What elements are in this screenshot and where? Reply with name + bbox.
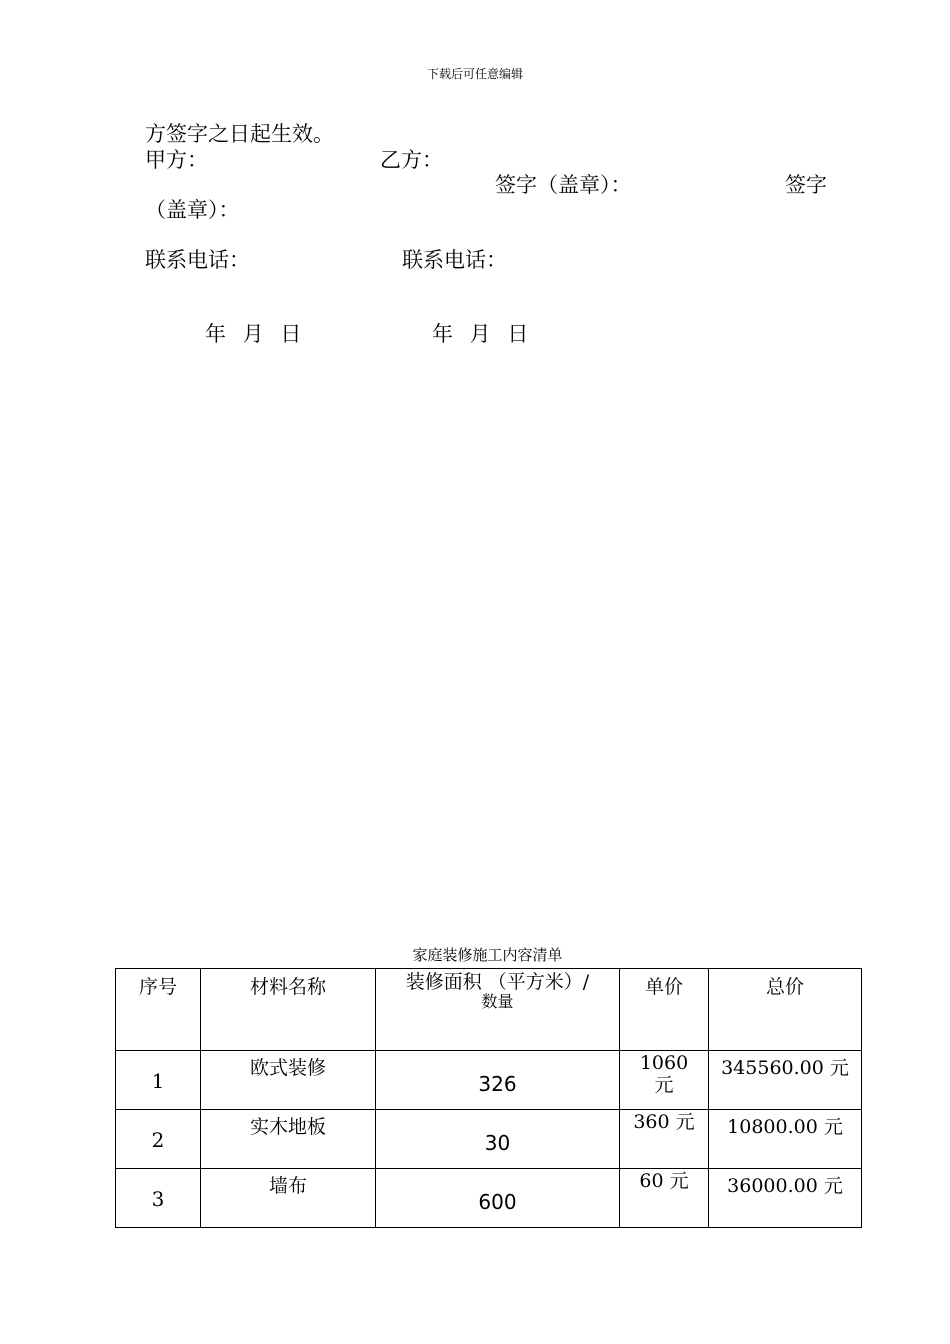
- row-total: 36000.00 元: [709, 1169, 862, 1228]
- signature-seal-label: 签字（盖章）：: [495, 173, 632, 197]
- row-qty: 30: [376, 1110, 620, 1169]
- row-unit-price: 60 元: [620, 1169, 709, 1228]
- table-row: [116, 1169, 862, 1228]
- header-index: 序号: [116, 969, 201, 1051]
- table-title: 家庭装修施工内容清单: [412, 946, 563, 964]
- date-label-b: 年 月 日: [432, 322, 529, 346]
- row-material: 实木地板: [201, 1110, 376, 1169]
- date-label-a: 年 月 日: [205, 322, 302, 346]
- phone-label-a: 联系电话：: [145, 248, 250, 272]
- row-index: 3: [116, 1169, 201, 1228]
- signature-label: 签字: [785, 173, 827, 197]
- table-row: [116, 1110, 862, 1169]
- row-unit-price: 360 元: [620, 1110, 709, 1169]
- header-unit-price: 单价: [620, 969, 709, 1051]
- table-row: [116, 1051, 862, 1110]
- table-header-row: [116, 969, 862, 1051]
- row-qty: 326: [376, 1051, 620, 1110]
- row-material: 欧式装修: [201, 1051, 376, 1110]
- effective-clause: 方签字之日起生效。: [145, 122, 334, 146]
- row-index: 1: [116, 1051, 201, 1110]
- header-total: 总价: [709, 969, 862, 1051]
- row-material: 墙布: [201, 1169, 376, 1228]
- row-qty: 600: [376, 1169, 620, 1228]
- row-total: 10800.00 元: [709, 1110, 862, 1169]
- header-area: [376, 969, 620, 1051]
- row-index: 2: [116, 1110, 201, 1169]
- header-material: 材料名称: [201, 969, 376, 1051]
- row-total: 345560.00 元: [709, 1051, 862, 1110]
- header-area-line2: 数量: [481, 991, 514, 1011]
- phone-label-b: 联系电话：: [402, 248, 507, 272]
- party-b-label: 乙方：: [380, 148, 443, 172]
- materials-table: [115, 968, 862, 1228]
- page-header-note: 下载后可任意编辑: [426, 67, 523, 81]
- row-unit-price: 1060 元: [620, 1051, 709, 1110]
- header-area-line1: 装修面积 （平方米）/: [405, 971, 590, 993]
- seal-label: （盖章）：: [145, 198, 240, 222]
- party-a-label: 甲方：: [145, 148, 208, 172]
